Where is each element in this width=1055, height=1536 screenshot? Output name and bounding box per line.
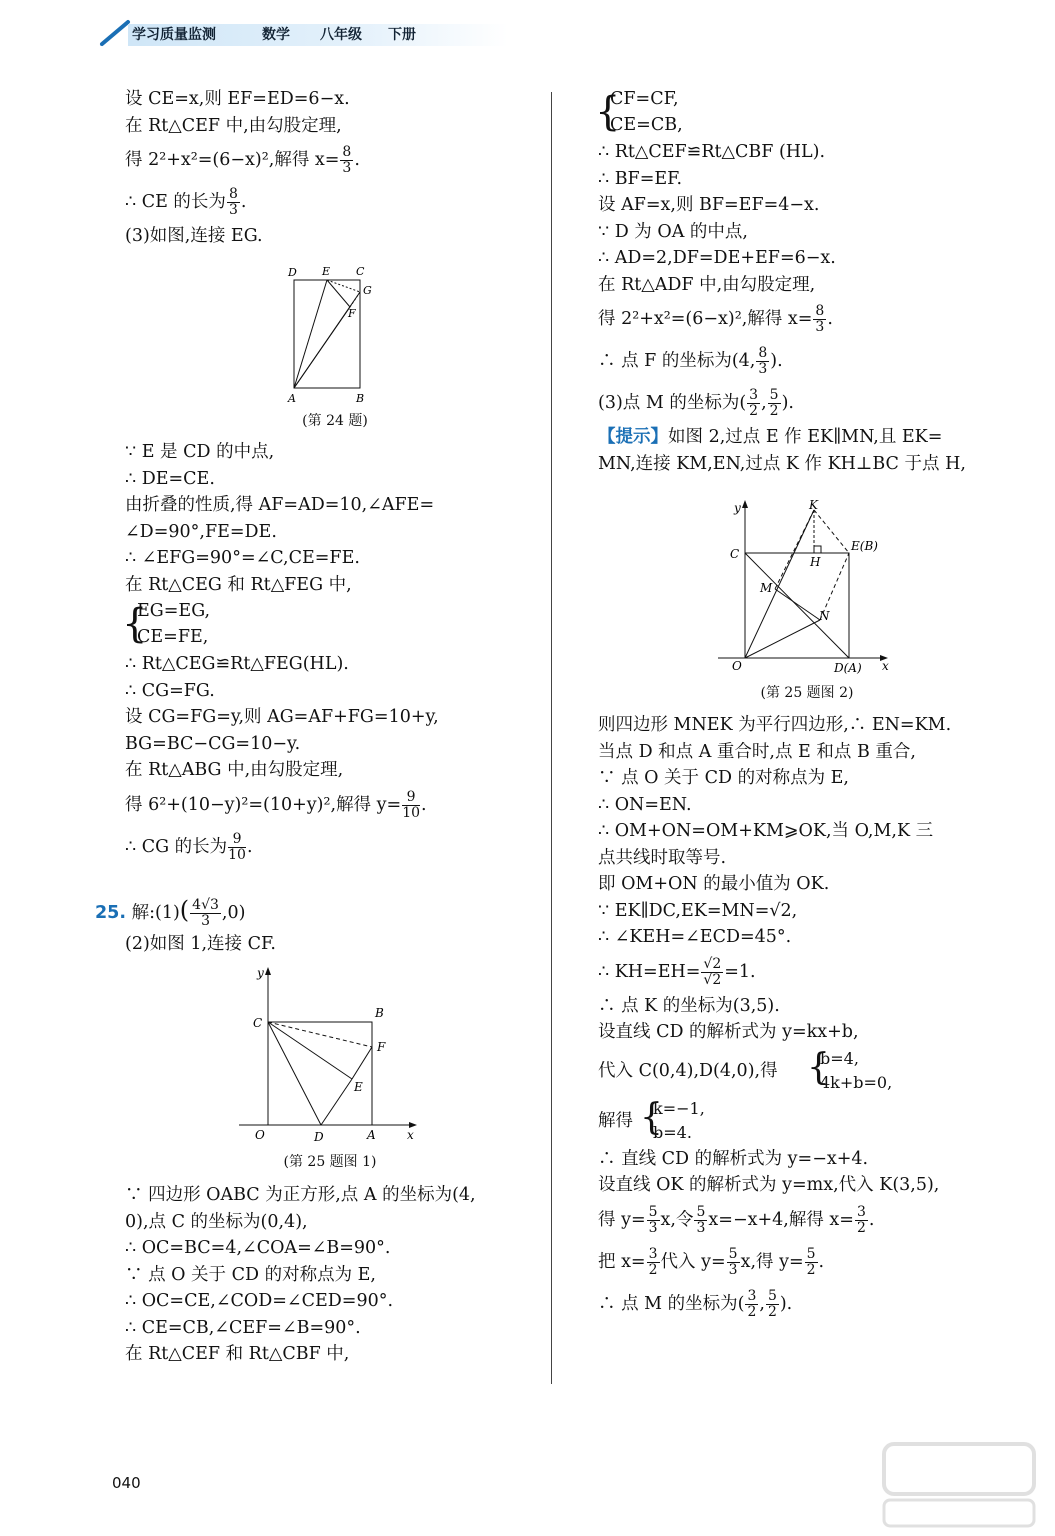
- svg-text:M: M: [760, 581, 773, 595]
- equation-line: 得 2²+x²=(6−x)²,解得 x= $\frac{8}{3}$ .: [598, 303, 833, 335]
- volume: 下册: [388, 27, 416, 43]
- svg-text:B: B: [356, 392, 365, 405]
- equation-line: 得 6²+(10−y)²=(10+y)²,解得 y= $\frac{9}{10}$ .: [125, 788, 427, 821]
- text-line: 在 Rt△CEF 和 Rt△CBF 中,: [125, 1344, 350, 1364]
- svg-text:E(B): E(B): [851, 539, 878, 553]
- svg-text:N: N: [819, 609, 830, 623]
- figure-25-1: [235, 965, 425, 1175]
- svg-text:O: O: [732, 659, 742, 673]
- text-line: 设 CE=x,则 EF=ED=6−x.: [125, 89, 350, 109]
- text-line: ∵ D 为 OA 的中点,: [598, 221, 748, 242]
- figure-caption: (第 25 题图 1): [283, 1154, 377, 1170]
- text-line: ∴ ON=EN.: [598, 794, 692, 815]
- svg-text:F: F: [377, 1040, 386, 1054]
- text-line: (2)如图 1,连接 CF.: [125, 934, 276, 954]
- left-column: [125, 86, 540, 250]
- svg-text:y: y: [257, 966, 264, 980]
- text-line: ∴ Rt△CEF≌Rt△CBF (HL).: [598, 142, 826, 162]
- svg-text:E: E: [354, 1080, 363, 1094]
- svg-text:D(A): D(A): [834, 661, 862, 675]
- text-line: ∠D=90°,FE=DE.: [125, 521, 277, 542]
- column-divider: [551, 92, 552, 1384]
- text-line: ∴ OM+ON=OM+KM⩾OK,当 O,M,K 三: [598, 821, 934, 841]
- text-line: ∴ Rt△CEG≌Rt△FEG(HL).: [125, 654, 349, 674]
- svg-text:x: x: [882, 659, 889, 673]
- equation-system: { CF=CF, CE=CB,: [595, 89, 683, 135]
- text-line: ∴ AD=2,DF=DE+EF=6−x.: [598, 248, 836, 268]
- text-line: ∵ 点 O 关于 CD 的对称点为 E,: [598, 768, 849, 788]
- text-line: 在 Rt△CEG 和 Rt△FEG 中,: [125, 574, 352, 595]
- svg-text:O: O: [255, 1128, 265, 1142]
- svg-text:B: B: [375, 1006, 384, 1020]
- text-line: 即 OM+ON 的最小值为 OK.: [598, 874, 830, 894]
- watermark-logo: [880, 1440, 1040, 1530]
- page-header: [98, 18, 478, 48]
- left-column-c: [125, 1182, 540, 1368]
- text-line: ∴ ∠KEH=∠ECD=45°.: [598, 927, 792, 947]
- text-line: 设直线 CD 的解析式为 y=kx+b,: [598, 1022, 859, 1042]
- figure-25-2: [712, 496, 902, 706]
- page-number: 040: [112, 1474, 141, 1492]
- subject: 数学: [262, 27, 290, 43]
- svg-text:C: C: [730, 547, 740, 561]
- text-line: ∴ 点 K 的坐标为(3,5).: [598, 995, 780, 1016]
- svg-text:D: D: [314, 1130, 324, 1144]
- equation-line: ∴ KH=EH= $\frac{√2}{√2}$ =1.: [598, 955, 756, 988]
- text-line: ∴ OC=BC=4,∠COA=∠B=90°.: [125, 1238, 391, 1258]
- text-line: ∵ 四边形 OABC 为正方形,点 A 的坐标为(4,: [125, 1185, 476, 1205]
- text-line: 设 AF=x,则 BF=EF=4−x.: [598, 195, 820, 215]
- text-line: ∵ E 是 CD 的中点,: [125, 442, 275, 462]
- text-line: ∵ 点 O 关于 CD 的对称点为 E,: [125, 1264, 376, 1285]
- svg-text:A: A: [367, 1128, 376, 1142]
- text-line: ∴ 直线 CD 的解析式为 y=−x+4.: [598, 1148, 869, 1169]
- question-25: 25. 解:(1)( $\frac{4√3}{3}$ ,0) (2)如图 1,连接 CF.: [95, 889, 540, 958]
- right-column-b: [598, 712, 1018, 1325]
- text-line: 在 Rt△ABG 中,由勾股定理,: [125, 760, 344, 780]
- equation-line: 把 x= $\frac{3}{2}$ 代入 y= $\frac{5}{3}$ x,得 y= $\frac{5}{2}$ .: [598, 1245, 825, 1278]
- fraction: $\frac{8}{3}$: [342, 144, 352, 176]
- text-line: 在 Rt△ADF 中,由勾股定理,: [598, 274, 816, 295]
- result-line: ∴ CG 的长为 $\frac{9}{10}$ .: [125, 830, 253, 863]
- text-line: ∴ BF=EF.: [598, 168, 683, 189]
- text-line: 点共线时取等号.: [598, 847, 727, 868]
- text-line: 在 Rt△CEF 中,由勾股定理,: [125, 115, 342, 136]
- svg-text:F: F: [348, 307, 356, 320]
- solution-system: 解得 { k=−1, b=4.: [598, 1096, 705, 1142]
- svg-text:H: H: [810, 555, 821, 569]
- text-line: MN,连接 KM,EN,过点 K 作 KH⊥BC 于点 H,: [598, 453, 966, 474]
- left-column-b: [122, 439, 540, 868]
- grade: 八年级: [320, 27, 362, 43]
- figure-caption: (第 25 题图 2): [760, 685, 854, 701]
- text-line: (3)如图,连接 EG.: [125, 226, 263, 246]
- text-line: ∴ CE=CB,∠CEF=∠B=90°.: [125, 1317, 361, 1338]
- svg-text:A: A: [288, 392, 296, 405]
- text-line: 设直线 OK 的解析式为 y=mx,代入 K(3,5),: [598, 1175, 940, 1195]
- hint-line: 【提示】如图 2,过点 E 作 EK∥MN,且 EK=: [598, 427, 943, 447]
- svg-text:G: G: [363, 284, 372, 297]
- svg-text:x: x: [407, 1128, 414, 1142]
- text-line: ∴ OC=CE,∠COD=∠CED=90°.: [125, 1291, 394, 1311]
- svg-text:y: y: [734, 501, 741, 515]
- equation-line: 得 y= $\frac{5}{3}$ x,令 $\frac{5}{3}$ x=−x+4,解得 x= $\frac{3}{2}$ .: [598, 1203, 875, 1236]
- figure-24: [280, 262, 390, 432]
- text-line: ∴ DE=CE.: [125, 468, 215, 489]
- text-line: BG=BC−CG=10−y.: [125, 733, 301, 754]
- text-line: ∴ CG=FG.: [125, 680, 215, 701]
- hint-tag: 【提示】: [598, 427, 668, 447]
- result-line: ∴ CE 的长为 $\frac{8}{3}$ .: [125, 186, 247, 218]
- svg-text:E: E: [322, 265, 331, 278]
- result-line: ∴ 点 M 的坐标为( $\frac{3}{2}$ , $\frac{5}{2}$ ).: [598, 1287, 793, 1320]
- figure-caption: (第 24 题): [302, 413, 368, 429]
- text-line: 则四边形 MNEK 为平行四边形,∴ EN=KM.: [598, 715, 952, 735]
- text-line: 由折叠的性质,得 AF=AD=10,∠AFE=: [125, 495, 435, 515]
- svg-text:C: C: [356, 265, 365, 278]
- svg-text:K: K: [809, 498, 818, 512]
- book-title: 学习质量监测: [132, 27, 216, 43]
- question-number: 25.: [95, 903, 127, 923]
- text-line: ∴ ∠EFG=90°=∠C,CE=FE.: [125, 548, 360, 568]
- result-line: (3)点 M 的坐标为( $\frac{3}{2}$ , $\frac{5}{2}$ ).: [598, 387, 794, 419]
- equation-system: { EG=EG, CE=FE,: [122, 601, 211, 647]
- svg-text:D: D: [288, 266, 297, 279]
- text-line: ∵ EK∥DC,EK=MN=√2,: [598, 900, 798, 921]
- substitution-system: 代入 C(0,4),D(4,0),得 { b=4, 4k+b=0,: [598, 1046, 893, 1092]
- equation-line: 得 2²+x²=(6−x)²,解得 x= $\frac{8}{3}$ .: [125, 144, 360, 176]
- text-line: 当点 D 和点 A 重合时,点 E 和点 B 重合,: [598, 741, 916, 762]
- text-line: 0),点 C 的坐标为(0,4),: [125, 1211, 308, 1232]
- right-column: [595, 86, 1018, 477]
- text-line: 设 CG=FG=y,则 AG=AF+FG=10+y,: [125, 707, 439, 727]
- svg-text:C: C: [253, 1016, 263, 1030]
- result-line: ∴ 点 F 的坐标为(4, $\frac{8}{3}$ ).: [598, 345, 783, 377]
